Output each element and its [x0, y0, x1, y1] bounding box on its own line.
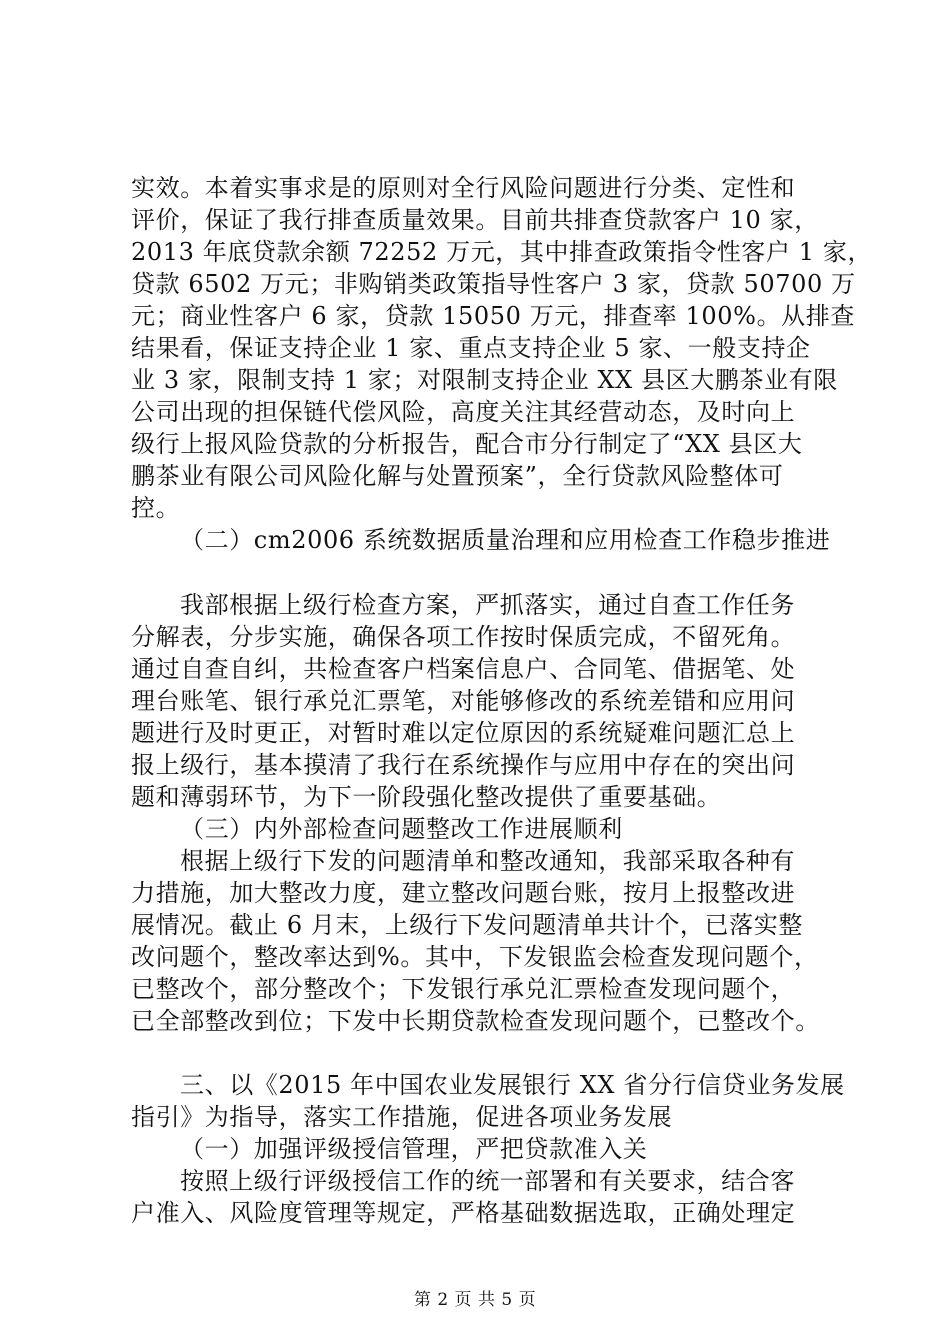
- text-line: 评价，保证了我行排查质量效果。目前共排查贷款客户 10 家，: [131, 206, 819, 234]
- section-heading: 指引》为指导，落实工作措施，促进各项业务发展: [131, 1103, 673, 1131]
- text-line: 结果看，保证支持企业 1 家、重点支持企业 5 家、一般支持企: [131, 334, 811, 362]
- section-heading: 三、以《2015 年中国农业发展银行 XX 省分行信贷业务发展: [180, 1071, 845, 1099]
- text-line: 户准入、风险度管理等规定，严格基础数据选取，正确处理定: [131, 1199, 796, 1227]
- text-line: 分解表，分步实施，确保各项工作按时保质完成，不留死角。: [131, 623, 796, 651]
- section-heading: （三）内外部检查问题整改工作进展顺利: [180, 815, 623, 843]
- text-line: 公司出现的担保链代偿风险，高度关注其经营动态，及时向上: [131, 398, 796, 426]
- text-line: 展情况。截止 6 月末，上级行下发问题清单共计个，已落实整: [131, 911, 803, 939]
- text-line: 贷款 6502 万元；非购销类政策指导性客户 3 家，贷款 50700 万: [131, 270, 856, 298]
- text-line: 控。: [131, 494, 181, 522]
- text-line: 改问题个，整改率达到%。其中，下发银监会检查发现问题个，: [131, 943, 819, 971]
- text-line: 已全部整改到位；下发中长期贷款检查发现问题个，已整改个。: [131, 1007, 820, 1035]
- text-line: 题进行及时更正，对暂时难以定位原因的系统疑难问题汇总上: [131, 719, 796, 747]
- text-line: 业 3 家，限制支持 1 家；对限制支持企业 XX 县区大鹏茶业有限: [131, 366, 838, 394]
- text-line: 理台账笔、银行承兑汇票笔，对能够修改的系统差错和应用问: [131, 687, 796, 715]
- section-heading: （一）加强评级授信管理，严把贷款准入关: [180, 1135, 648, 1163]
- text-line: 题和薄弱环节，为下一阶段强化整改提供了重要基础。: [131, 783, 722, 811]
- text-line: 我部根据上级行检查方案，严抓落实，通过自查工作任务: [180, 591, 795, 619]
- text-line: 鹏茶业有限公司风险化解与处置预案”，全行贷款风险整体可: [131, 462, 784, 490]
- text-line: 通过自查自纠，共检查客户档案信息户、合同笔、借据笔、处: [131, 655, 796, 683]
- text-line: 实效。本着实事求是的原则对全行风险问题进行分类、定性和: [131, 174, 796, 202]
- text-line: 根据上级行下发的问题清单和整改通知，我部采取各种有: [180, 847, 795, 875]
- text-line: 力措施，加大整改力度，建立整改问题台账，按月上报整改进: [131, 879, 796, 907]
- text-line: 元；商业性客户 6 家，贷款 15050 万元，排查率 100%。从排查: [131, 302, 855, 330]
- page-number: 第 2 页 共 5 页: [413, 1290, 537, 1310]
- text-line: 2013 年底贷款余额 72252 万元，其中排查政策指令性客户 1 家，: [131, 238, 873, 266]
- text-line: 按照上级行评级授信工作的统一部署和有关要求，结合客: [180, 1167, 795, 1195]
- text-line: 报上级行，基本摸清了我行在系统操作与应用中存在的突出问: [131, 751, 796, 779]
- section-heading: （二）cm2006 系统数据质量治理和应用检查工作稳步推进: [180, 526, 831, 554]
- text-line: 级行上报风险贷款的分析报告，配合市分行制定了“XX 县区大: [131, 430, 803, 458]
- text-line: 已整改个，部分整改个；下发银行承兑汇票检查发现问题个，: [131, 975, 796, 1003]
